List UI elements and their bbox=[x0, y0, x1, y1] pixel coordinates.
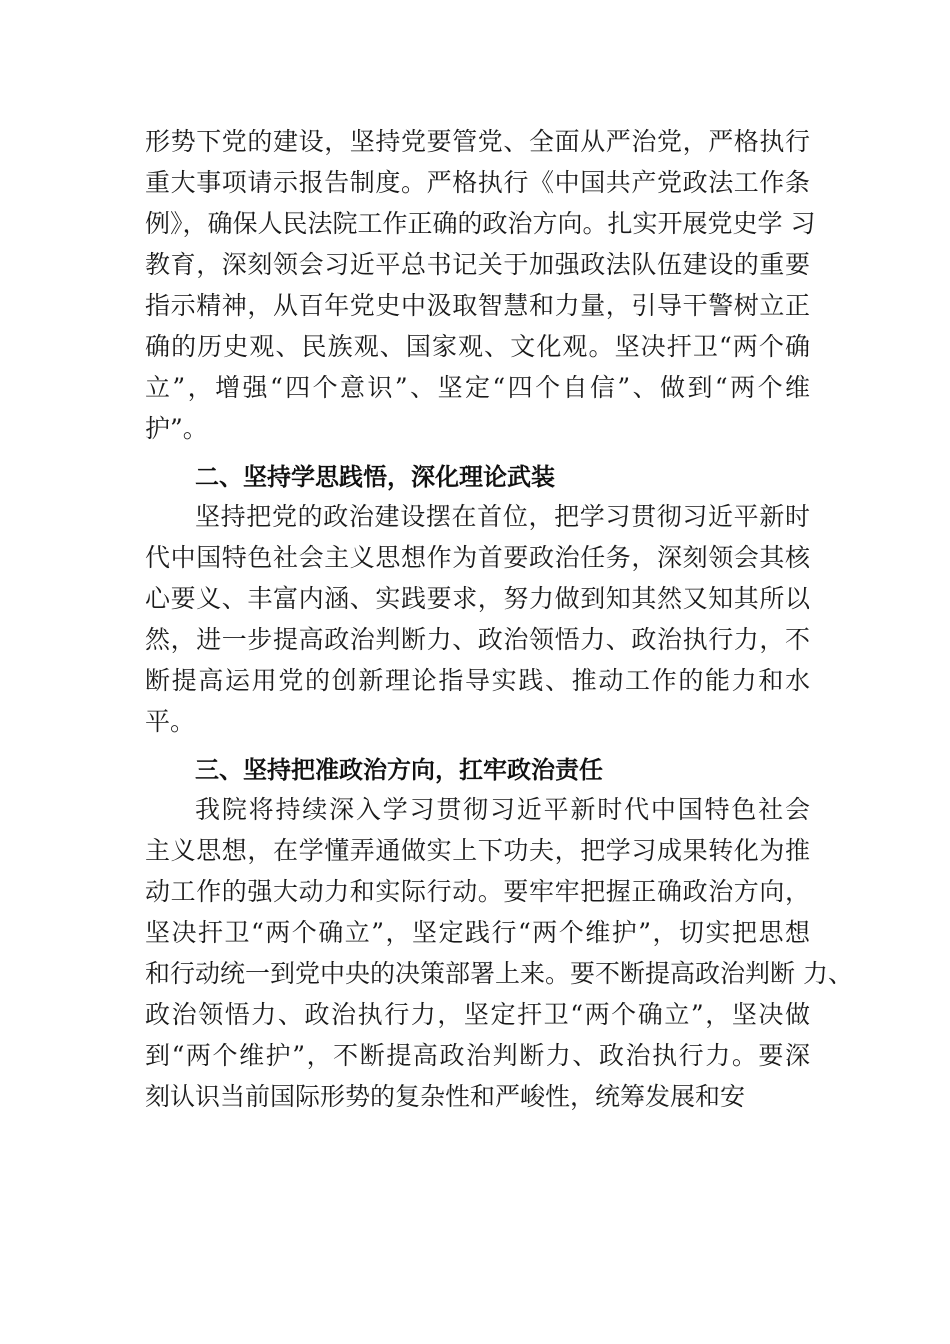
paragraph-line: 心要义、丰富内涵、实践要求，努力做到知其然又知其所以 bbox=[145, 584, 810, 613]
paragraph-line: 主义思想，在学懂弄通做实上下功夫，把学习成果转化为推 bbox=[145, 836, 810, 865]
paragraph-line: 确的历史观、民族观、国家观、文化观。坚决扞卫“两个确 bbox=[145, 332, 810, 361]
paragraph-line: 平。 bbox=[145, 707, 196, 736]
paragraph-line: 坚决扞卫“两个确立”，坚定践行“两个维护”，切实把思想 bbox=[145, 918, 810, 947]
paragraph-line: 形势下党的建设，坚持党要管党、全面从严治党，严格执行 bbox=[145, 127, 810, 156]
paragraph-line: 断提高运用党的创新理论指导实践、推动工作的能力和水 bbox=[145, 666, 810, 695]
section-heading: 二、坚持学思践悟，深化理论武装 bbox=[195, 463, 555, 491]
paragraph-line: 坚持把党的政治建设摆在首位，把学习贯彻习近平新时 bbox=[195, 502, 810, 531]
paragraph-line: 代中国特色社会主义思想作为首要政治任务，深刻领会其核 bbox=[145, 543, 810, 572]
paragraph-line: 政治领悟力、政治执行力，坚定扞卫“两个确立”，坚决做 bbox=[145, 1000, 810, 1029]
paragraph-line: 刻认识当前国际形势的复杂性和严峻性，统筹发展和安 bbox=[145, 1082, 746, 1111]
paragraph-line: 和行动统一到党中央的决策部署上来。要不断提高政治判断 力、 bbox=[145, 959, 853, 988]
paragraph-line: 我院将持续深入学习贯彻习近平新时代中国特色社会 bbox=[195, 795, 810, 824]
paragraph-line: 教育，深刻领会习近平总书记关于加强政法队伍建设的重要 bbox=[145, 250, 810, 279]
paragraph-line: 指示精神，从百年党史中汲取智慧和力量，引导干警树立正 bbox=[145, 291, 810, 320]
paragraph-line: 到“两个维护”，不断提高政治判断力、政治执行力。要深 bbox=[145, 1041, 810, 1070]
paragraph-line: 例》，确保人民法院工作正确的政治方向。扎实开展党史学 习 bbox=[145, 209, 816, 238]
paragraph-line: 动工作的强大动力和实际行动。要牢牢把握正确政治方向， bbox=[145, 877, 810, 906]
paragraph-line: 护”。 bbox=[145, 414, 208, 443]
paragraph-line: 重大事项请示报告制度。严格执行《中国共产党政法工作条 bbox=[145, 168, 810, 197]
paragraph-line: 立”，增强“四个意识”、坚定“四个自信”、做到“两个维 bbox=[145, 373, 810, 402]
paragraph-line: 然，进一步提高政治判断力、政治领悟力、政治执行力，不 bbox=[145, 625, 810, 654]
section-heading: 三、坚持把准政治方向，扛牢政治责任 bbox=[195, 756, 603, 784]
